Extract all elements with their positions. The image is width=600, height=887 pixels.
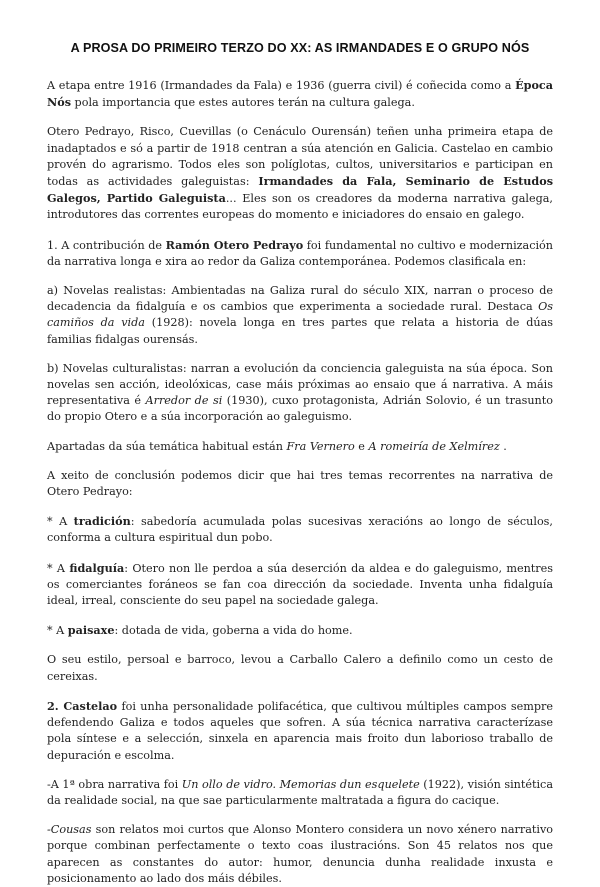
paragraph-novelas-culturalistas: b) Novelas culturalistas: narran a evolución da conciencia galeguista na súa época. Son novelas sen acción, ideolóxicas, case máis próximas ao ensaio que á narrativa. A máis representativa é Arredor de si (1930), cuxo protagonista, Adrián Solovio, é un trasunto do propio Otero e a súa incorporación ao galeguismo. — [47, 361, 553, 424]
paragraph-un-ollo-de-vidro: -A 1ª obra narrativa foi Un ollo de vidro. Memorias dun esquelete (1922), visión sintética da realidade social, na que sae particularmente maltratada a figura do cacique. — [47, 777, 553, 807]
bold-term: fidalguía — [69, 560, 125, 575]
paragraph-tradicion: * A tradición: sabedoría acumulada polas sucesivas xeracións ao longo de séculos, conforma a cultura espiritual dun pobo. — [47, 514, 553, 545]
italic-title: Os camiños da vida — [47, 300, 553, 330]
italic-title: Fra Vernero — [286, 439, 355, 453]
italic-title: A romeiría de Xelmírez — [368, 439, 500, 453]
italic-title: Un ollo de vidro. Memorias dun esquelete — [181, 777, 420, 791]
bold-term: Ramón Otero Pedrayo — [165, 237, 304, 252]
paragraph-epoca-nos: A etapa entre 1916 (Irmandades da Fala) e 1936 (guerra civil) é coñecida como a Época Nós pola importancia que estes autores terán na cultura galega. — [47, 78, 553, 110]
bold-term: tradición — [73, 514, 131, 529]
paragraph-otero-pedrayo: 1. A contribución de Ramón Otero Pedrayo foi fundamental no cultivo e modernización da narrativa longa e xira ao redor da Galiza contemporánea. Podemos clasificala en: — [47, 237, 554, 268]
paragraph-apartadas: Apartadas da súa temática habitual están Fra Vernero e A romeiría de Xelmírez . — [47, 439, 507, 453]
paragraph-authors: Otero Pedrayo, Risco, Cuevillas (o Cenáculo Ourensán) teñen unha primeira etapa de inadaptados e só a partir de 1918 centran a súa atención en Galicia. Castelao en cambio provén do agrarismo. Todos eles son políglotas, cultos, universitarios e participan en todas as actividades galeguistas: Irmandades da Fala, Seminario de Estudos Galegos, Partido Galeguista... Eles son os creadores da moderna narrativa galega, introdutores das correntes europeas do momento e iniciadores do ensaio en galego. — [47, 125, 553, 222]
bold-term: Época Nós — [47, 78, 553, 110]
bold-term: Irmandades da Fala, Seminario de Estudos Galegos, Partido Galeguista — [47, 174, 553, 206]
bold-term: 2. Castelao — [47, 698, 118, 713]
paragraph-conclusion: A xeito de conclusión podemos dicir que hai tres temas recorrentes na narrativa de Otero Pedrayo: — [47, 468, 553, 499]
italic-title: -Cousas — [47, 823, 92, 837]
bold-term: paisaxe — [67, 623, 115, 638]
document-title: A PROSA DO PRIMEIRO TERZO DO XX: AS IRMANDADES E O GRUPO NÓS — [70, 41, 530, 55]
paragraph-estilo: O seu estilo, persoal e barroco, levou a Carballo Calero a definilo como un cesto de cereixas. — [47, 653, 553, 683]
paragraph-paisaxe: * A paisaxe: dotada de vida, goberna a vida do home. — [47, 623, 353, 638]
paragraph-fidalguia: * A fidalguía: Otero non lle perdoa a súa deserción da aldea e do galeguismo, mentres os comerciantes foráneos se fan coa dirección da sociedade. Inventa unha fidalguía ideal, irreal, consciente do seu papel na sociedade galega. — [47, 560, 553, 608]
paragraph-cousas: -Cousas son relatos moi curtos que Alonso Montero considera un novo xénero narrativo porque combinan perfectamente o texto coas ilustracións. Son 45 relatos nos que aparecen as constantes do autor: humor, denuncia dunha realidade inxusta e posicionamento ao lado dos máis débiles. — [47, 823, 553, 885]
italic-title: Arredor de si — [145, 394, 223, 408]
paragraph-castelao: 2. Castelao foi unha personalidade polifacética, que cultivou múltiples campos sempre defendendo Galiza e todos aqueles que sofren. A súa técnica narrativa caracterízase pola síntese e a selección, sinxela en aparencia mais froito dun laborioso traballo de depuración e escolma. — [47, 698, 553, 762]
paragraph-novelas-realistas: a) Novelas realistas: Ambientadas na Galiza rural do século XIX, narran o proceso de decadencia da fidalguía e os cambios que experimenta a sociedade rural. Destaca Os camiños da vida (1928): novela longa en tres partes que relata a historia de dúas familias fidalgas ourensás. — [47, 284, 553, 346]
